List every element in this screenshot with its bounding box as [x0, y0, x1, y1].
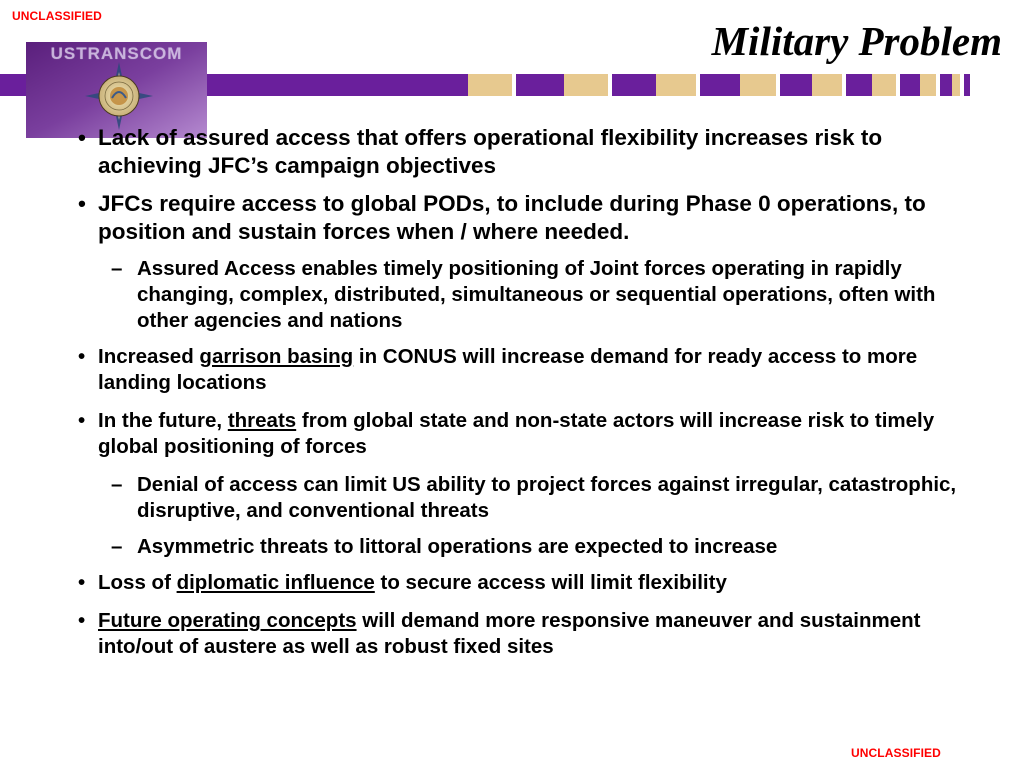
slide-title: Military Problem	[711, 18, 1002, 64]
bullet-marker: •	[78, 191, 86, 216]
bullet-text-prefix: In the future,	[98, 409, 228, 432]
sub-bullet-item	[76, 534, 991, 560]
sub-bullet-item	[76, 256, 991, 334]
bullet-item	[76, 124, 991, 180]
sub-bullet-marker: –	[111, 257, 123, 280]
bullet-text-prefix: Increased	[98, 345, 200, 368]
bullet-item	[76, 608, 991, 660]
sub-bullet-text: Assured Access enables timely positioning of Joint forces operating in rapidly changing, complex, distributed, simultaneous or sequential operations, often with other agencies and nations	[137, 257, 936, 332]
underlined-term: garrison basing	[199, 345, 354, 368]
underlined-term: Future operating concepts	[98, 609, 357, 632]
bullet-item	[76, 408, 991, 460]
bullet-item	[76, 190, 991, 246]
bullet-text-suffix: will demand more responsive maneuver and sustainment into/out of austere as well as robust fixed sites	[98, 609, 921, 658]
sub-bullet-text: Denial of access can limit US ability to project forces against irregular, catastrophic, disruptive, and conventional threats	[137, 473, 957, 522]
underlined-term: diplomatic influence	[176, 571, 375, 594]
sub-bullet-marker: –	[111, 535, 123, 558]
sub-bullet-item	[76, 472, 991, 524]
bullet-marker: •	[78, 571, 86, 594]
sub-bullet-marker: –	[111, 473, 123, 496]
bullet-text: Lack of assured access that offers operational flexibility increases risk to achieving JFC’s campaign objectives	[98, 125, 883, 178]
classification-marking-bottom: UNCLASSIFIED	[851, 746, 941, 760]
bullet-item	[76, 570, 991, 596]
bullet-text-prefix: Loss of	[98, 571, 177, 594]
bullet-item	[76, 344, 991, 396]
bullet-text-suffix: to secure access will limit flexibility	[374, 571, 727, 594]
bullet-text-suffix: from global state and non-state actors will increase risk to timely global positioning of forces	[98, 409, 935, 458]
bullet-marker: •	[78, 125, 86, 150]
bullet-list	[76, 124, 991, 672]
bullet-marker: •	[78, 609, 86, 632]
sub-bullet-text: Asymmetric threats to littoral operations are expected to increase	[137, 535, 778, 558]
bullet-text: JFCs require access to global PODs, to include during Phase 0 operations, to position and sustain forces when / where needed.	[98, 191, 926, 244]
logo-wordmark: USTRANSCOM	[50, 44, 183, 63]
bullet-marker: •	[78, 409, 86, 432]
bullet-marker: •	[78, 345, 86, 368]
classification-marking-top: UNCLASSIFIED	[12, 9, 102, 23]
bullet-text-suffix: in CONUS will increase demand for ready access to more landing locations	[98, 345, 918, 394]
underlined-term: threats	[227, 409, 297, 432]
